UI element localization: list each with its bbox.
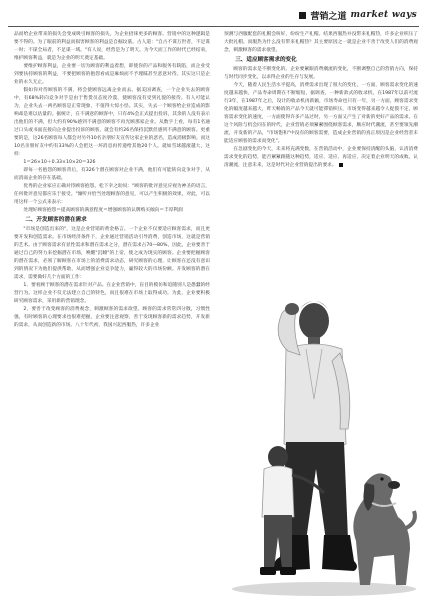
paragraph: 今天，随着人民生活水平提高，消费需求出现了很大的变化，一方面，顾客需求变化的速度越来越快，产品寿命周期在不断缩短，据调查，一种新款式的收录机，在1987年以前可流行3年，在1987年之后，设计的收录机再新颖，市场寿命也只有一年，另一方面，顾客需求变化的幅度越来越大，昨天畅销的产品今天就可能滞销积压，市场变得越来越令人捉摸不定，顾客需求变化的速度，一方面使得许多产品过时，另一方面又产生了对新的更好产品的需求。在这个风险与机会同在的时代，企业营销必须紧紧围绕顾客需求，顺应时代潮流，甚至要领先潮流，开发新的产品，"市场饱和"中没有的顾客需要，造成企业营销的真正原因是企业经营者未能适应顾客的需求而变化"。	[224, 83, 418, 144]
paragraph: 1、要看顾于顾客的潜在需求针对产品。在企业营销中，盲目的模仿和追随别人是愚蠢的经营行为。这样企业不仅无法建立自己的特色，而且很难在市场上取得成功。为此，企业要积极研究顾客需求，采用新的营销理念。	[14, 283, 210, 304]
dog-eye	[380, 477, 383, 480]
man-left-arm	[278, 308, 300, 355]
paragraph: 优秀的企业家应正确对待顾客抱怨。松下幸之助说："顾客的批评意见应视为神圣的语言，任何批评意见都应乐于接受。"倾听并恰当处理顾客的意见，可以产生积极的效果，对此，可以用这样一个公式来表示：	[14, 184, 210, 205]
paragraph: "市场是创造出来的"，这是企业营销的黄金格言。一个企业不仅要适应顾客需求，而且更要开发和创造需求。在市场经济条件下，企业通过营销活动引导消费，创造市场，这就是营销的艺术。由于顾客需求有显性需求和潜在需求之分，潜在需求占70—80%，因此，企业要善于通过自己的努力来挖掘潜在市场，唤醒"沉睡"的上帝，使之成为现实的顾客。企业要把握顾客的潜在需求，必须了解顾客在市场上的消费需求动态，研究顾客的心理，让顾客在还没有意识到的情况下为他们提供帮助，从而增强企业竞争能力，赢得较大的市场份额。开发顾客的潜在需求，需要做好几个方面的工作：	[14, 227, 210, 280]
paragraph: 2、要善于改变顾客的消费观念，刺激顾客的需求欲望。顾客的需求常常四分散，习惯性强，有时顾客的心理要求也很难把握，企业要注意观察，善于发现顾客新的需求趋势，开发新的需求，从而创造新的市场。八十年代初，我国兴起西服热，许多企业	[14, 307, 210, 328]
formula: 1＝26×10＋0.33×10×20＝326	[23, 160, 96, 165]
child-shirt	[262, 466, 294, 517]
paragraph: 要维护顾客利益，企业要一切为顾客的利益着想，即使你的产品和服务有缺陷，而企业受到要扶持顾客的利益，不要把顾客的抱怨看成是麻烦而不予理睬甚至恶意对待。其实这只是企业的永久无止。	[14, 64, 210, 85]
child-head	[268, 446, 288, 468]
section-heading: 三、适应顾客需求的变化	[235, 57, 297, 63]
section-header	[299, 7, 417, 23]
floor-shadow	[232, 582, 416, 596]
child-left-shoe	[260, 567, 276, 575]
paragraph-text: 在急剧变化的今天，未来将充满变数，在营销活动中，企业要保持清醒的头脑，认清消费需求变化的趋势，能否紧紧跟随这种趋势，适应、适应、再适应，决定着企业明天的成败。认清潮流，注意未来，这是时代对企业营销提出的要求。	[224, 147, 418, 168]
paragraph-last	[224, 146, 418, 170]
photo-man-child-dog	[214, 279, 420, 597]
paragraph: 顾客的需求是不断变化的。企业要紧跟消费潮流的变化，不断调整自己的营销方向，保持与时代同步变化，以求得企业的生存与发展。	[224, 67, 418, 80]
section-title-en: market ways	[350, 10, 417, 20]
photo-illustration	[214, 279, 420, 597]
man-head	[299, 303, 329, 339]
child-right-shoe	[280, 567, 296, 575]
dog-tail	[404, 511, 415, 529]
paragraph: 假如你对待顾客的不满，将会使顾客远离企业而去。据美国调查，一个企业失去的顾客中，有68%转向竞争对手是由于售货员态度冷漠，使顾客没有受到礼貌的接待。有人可能认为，企业失去一两名顾客是正常现象，不值得大惊小怪。其实，失去一个顾客给企业造成的影响却是难以估量的。据统计，在不满意的顾客中，只有4%会正式提出投诉，其余的人没有表示出他们的不满，但大约有90%感到不满意的顾客不再光顾那家企业。从数字上看，每有1名通过口头或书面直接向企业提出投诉的顾客，就会有约26名保持沉默但感到不满意的顾客。更重要的是，这26名顾客每人都会对另外10名亲朋好友宣传这家企业的恶名，造成消极影响。而这10名亲朋好友中约有33%的人会把这一坏消息再传递给其他20个人。就如雪球越滚越大，这样：	[14, 88, 210, 157]
man-right-boot	[322, 535, 357, 571]
paragraph: 品而给企业带来的损失会变成吸引顾客的损失。为企业招徕更多的顾客。营销中的这种逻辑是要不得的。为了眼前的利益而损害顾客的利益是自掘坟墓。古人道："自古不谋万世者，不足谋一时；不谋全局者，不足谋一域。"有人说，经营是为了明天。为今天而工作的时代已经结束，维护顾客利益，就是为企业的明天奠定基础。	[14, 32, 210, 61]
formula: 处理好顾客抱怨＝提高顾客的满意程度＝增强顾客的认牌购买倾向＝丰厚利润	[23, 208, 183, 213]
left-text-column	[14, 31, 210, 593]
dog-body	[353, 473, 410, 585]
section-heading: 二、开发顾客的潜在需求	[25, 217, 87, 223]
dog-snout	[388, 481, 400, 489]
paragraph: 预测与西服配套的礼帽会叫好，纷纷生产礼帽。结果西服热并没带来礼帽热，许多企业积压了大批礼帽。而服热为什么没有带来礼帽热？其主要原因之一就是企业不善于改变人们的消费观念，刺激顾客的需求欲望。	[224, 32, 418, 53]
paragraph: 即每一名抱怨的顾客背后，有326个潜在顾客对企业不满，他们有可能转向竞争对手，从而消弱企业的存在基础。	[14, 168, 210, 181]
end-mark-icon	[339, 163, 343, 167]
header-rule	[8, 26, 419, 27]
section-title-cn: 营销之道	[310, 11, 347, 22]
right-text-column	[224, 31, 418, 276]
man-left-hand	[285, 303, 299, 315]
square-bullet-icon	[299, 12, 306, 19]
